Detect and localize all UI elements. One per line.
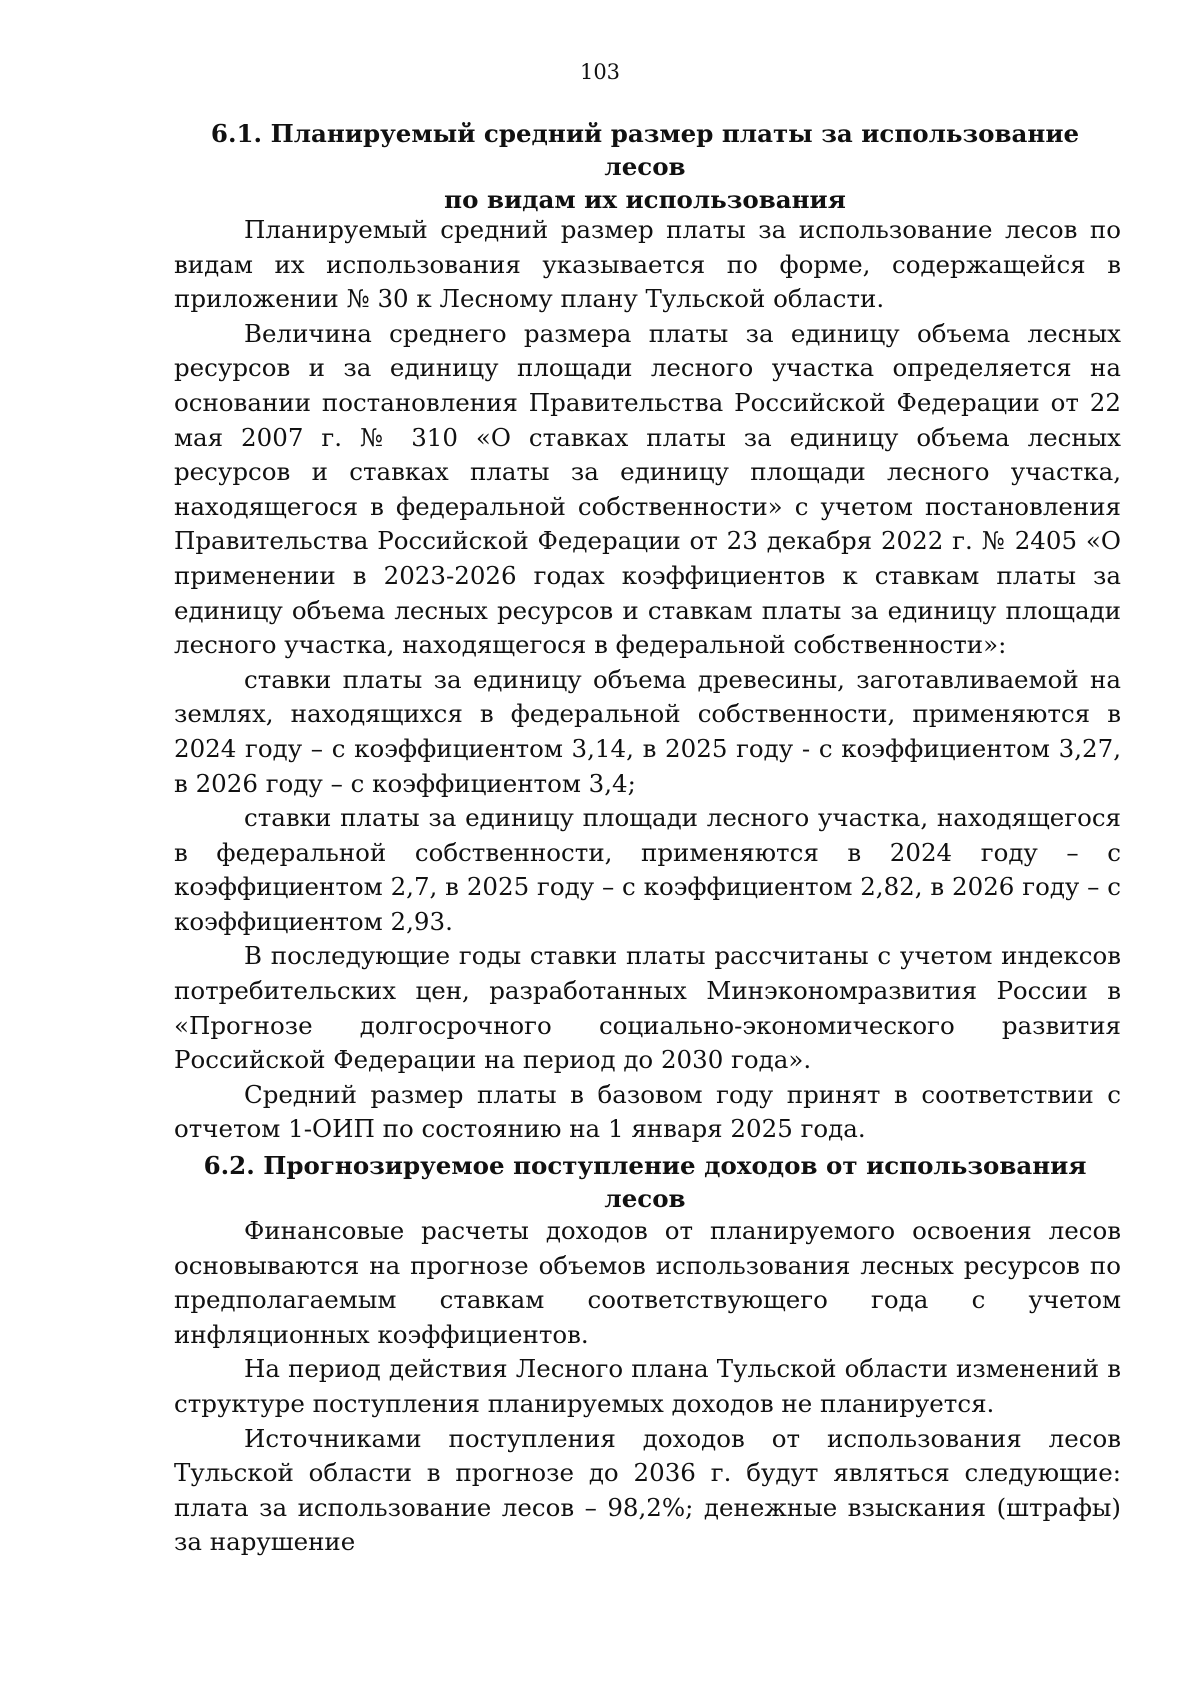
section-6-1-heading-line-1: 6.1. Планируемый средний размер платы за использование лесов — [210, 119, 1080, 181]
section-6-2-heading-line: 6.2. Прогнозируемое поступление доходов от использования лесов — [203, 1151, 1087, 1213]
paragraph: Средний размер платы в базовом году принят в соответствии с отчетом 1-ОИП по состоянию на 1 января 2025 года. — [174, 1079, 1121, 1144]
section-6-1-heading-line-2: по видам их использования — [444, 185, 846, 214]
section-6-1-heading — [175, 117, 1115, 216]
paragraph: ставки платы за единицу объема древесины, заготавливаемой на землях, находящихся в федеральной собственности, применяются в 2024 году – с коэффициентом 3,14, в 2025 году - с коэффициентом 3,27, в 2026 году – с коэффициентом 3,4; — [174, 664, 1121, 798]
paragraph: Планируемый средний размер платы за использование лесов по видам их использования указывается по форме, содержащейся в приложении № 30 к Лесному плану Тульской области. — [174, 215, 1121, 314]
section-6-2-body — [174, 1214, 1121, 1560]
paragraph: В последующие годы ставки платы рассчитаны с учетом индексов потребительских цен, разработанных Минэкономразвития России в «Прогнозе долгосрочного социально-экономического развития Российской Федерации на период до 2030 года». — [174, 941, 1121, 1075]
section-6-1-body — [174, 213, 1121, 1147]
paragraph: На период действия Лесного плана Тульской области изменений в структуре поступления планируемых доходов не планируется. — [174, 1354, 1121, 1418]
paragraph: Источниками поступления доходов от использования лесов Тульской области в прогнозе до 2036 г. будут являться следующие: плата за использование лесов – 98,2%; денежные взыскания (штрафы) за нарушение — [174, 1423, 1121, 1557]
page-number: 103 — [579, 60, 621, 84]
paragraph: ставки платы за единицу площади лесного участка, находящегося в федеральной собственности, применяются в 2024 году – с коэффициентом 2,7, в 2025 году – с коэффициентом 2,82, в 2026 году – с коэффициентом 2,93. — [174, 803, 1121, 936]
paragraph: Величина среднего размера платы за единицу объема лесных ресурсов и за единицу площади лесного участка определяется на основании постановления Правительства Российской Федерации от 22 мая 2007 г. № 310 «О ставках платы за единицу объема лесных ресурсов и ставках платы за единицу площади лесного участка, находящегося в федеральной собственности» с учетом постановления Правительства Российской Федерации от 23 декабря 2022 г. № 2405 «О применении в 2023-2026 годах коэффициентов к ставкам платы за единицу объема лесных ресурсов и ставкам платы за единицу площади лесного участка, находящегося в федеральной собственности»: — [174, 318, 1121, 660]
paragraph: Финансовые расчеты доходов от планируемого освоения лесов основываются на прогнозе объемов использования лесных ресурсов по предполагаемым ставкам соответствующего года с учетом инфляционных коэффициентов. — [174, 1216, 1121, 1349]
section-6-2-heading — [175, 1149, 1115, 1215]
